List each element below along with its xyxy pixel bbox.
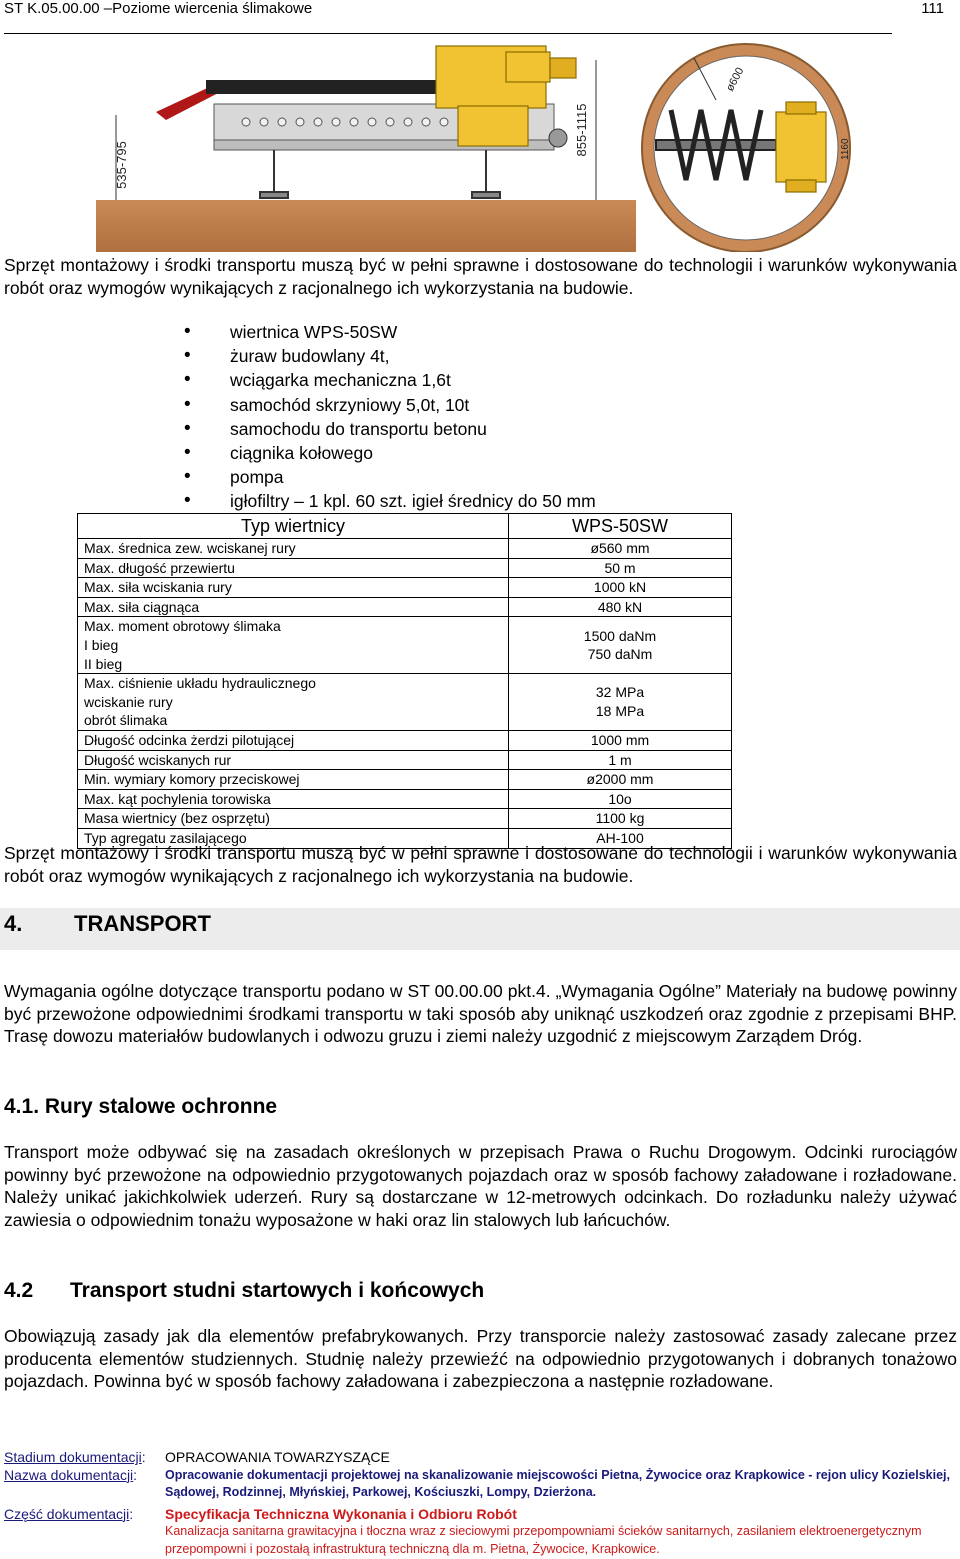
dim-diag-label: ø600 xyxy=(724,65,747,94)
footer-row-name: Nazwa dokumentacji: Opracowanie dokumentacji projektowej na skanalizowanie miejscowości Pietna, Żywocice oraz Krapkowice - rejon ulicy Kozielskiej, Sądowej, Rodzinnej, Młyńskiej, Parkowej, Kościuszki, Lompy, Dzierżona. xyxy=(4,1467,956,1502)
section-number: 4.2 xyxy=(4,1279,34,1302)
table-row xyxy=(78,617,732,674)
table-cell: Masa wiertnicy (bez osprzętu) xyxy=(78,809,509,829)
footer-name-value: Opracowanie dokumentacji projektowej na skanalizowanie miejscowości Pietna, Żywocice oraz Krapkowice - rejon ulicy Kozielskiej, Sądowej, Rodzinnej, Młyńskiej, Parkowej, Kościuszki, Lompy, Dzierżona. xyxy=(165,1467,950,1500)
list-item: • wiertnica WPS-50SW xyxy=(184,320,596,344)
list-item: • żuraw budowlany 4t, xyxy=(184,344,596,368)
table-row xyxy=(78,597,732,617)
table-cell: Max. siła wciskania rury xyxy=(78,578,509,598)
auger-head xyxy=(776,102,826,192)
footer-name-label: Nazwa dokumentacji xyxy=(4,1466,134,1483)
spec-table xyxy=(77,513,732,849)
table-cell: Max. kąt pochylenia torowiska xyxy=(78,789,509,809)
torque-gear2-label: II bieg xyxy=(84,655,123,672)
table-cell: 1000 kN xyxy=(509,578,732,598)
torque-gear1-label: I bieg xyxy=(84,636,119,653)
table-row xyxy=(78,750,732,770)
dim-small-label: 1160 xyxy=(840,138,851,160)
table-row xyxy=(78,730,732,750)
footer-part-title: Specyfikacja Techniczna Wykonania i Odbioru Robót xyxy=(165,1505,517,1522)
dim-right-label: 855-1115 xyxy=(574,103,589,157)
table-cell: Max. siła ciągnąca xyxy=(78,597,509,617)
table-row xyxy=(78,674,732,731)
table-row xyxy=(78,789,732,809)
table-cell: ø560 mm xyxy=(509,539,732,559)
table-cell: Typ agregatu zasilającego xyxy=(78,828,509,848)
pressure-push-label: wciskanie rury xyxy=(84,693,173,710)
table-row xyxy=(78,809,732,829)
table-cell: ø2000 mm xyxy=(509,770,732,790)
table-cell xyxy=(78,617,509,674)
pressure-label: Max. ciśnienie układu hydraulicznego xyxy=(84,675,316,692)
table-cell xyxy=(78,674,509,731)
table-row xyxy=(78,558,732,578)
table-cell: 1 m xyxy=(509,750,732,770)
document-footer xyxy=(4,1449,956,1559)
list-item: • ciągnika kołowego xyxy=(184,441,596,465)
section-4-1-paragraph: Transport może odbywać się na zasadach określonych w przepisach Prawa o Ruchu Drogowym. Odcinki rurociągów powinny być przewożone na odpowiednio przygotowanych pojazdach oraz w sposób fachowy załadowane i rozładowane. Należy unikać jakichkolwiek uderzeń. Rury są dostarczane w 12-metrowych odcinkach. Do rozładunku należy używać zawiesia o odpowiednim tonażu wyposażone w haki oraz lin stalowych lub łańcuchów. xyxy=(4,1142,957,1230)
table-header-row xyxy=(78,514,732,539)
header-title: ST K.05.00.00 –Poziome wiercenia ślimakowe xyxy=(4,0,313,17)
table-cell: Długość odcinka żerdzi pilotującej xyxy=(78,730,509,750)
equipment-list xyxy=(184,320,596,514)
list-item: • igłofiltry – 1 kpl. 60 szt. igieł średnicy do 50 mm xyxy=(184,489,596,513)
table-cell: 480 kN xyxy=(509,597,732,617)
ground-soil xyxy=(96,200,636,252)
torque-gear1-value: 1500 daNm xyxy=(583,627,657,644)
table-header-cell: Typ wiertnicy xyxy=(78,514,509,539)
section-title: TRANSPORT xyxy=(74,911,211,936)
list-item: • pompa xyxy=(184,465,596,489)
table-cell xyxy=(509,617,732,674)
table-row xyxy=(78,539,732,559)
pressure-push-value: 32 MPa xyxy=(595,684,645,701)
table-cell: AH-100 xyxy=(509,828,732,848)
table-cell: Długość wciskanych rur xyxy=(78,750,509,770)
table-cell: 1000 mm xyxy=(509,730,732,750)
table-header-cell: WPS-50SW xyxy=(509,514,732,539)
after-table-paragraph: Sprzęt montażowy i środki transportu muszą być w pełni sprawne i dostosowane do technologii i warunków wykonywania robót oraz wymogów wynikających z racjonalnego ich wykorzystania na budowie. xyxy=(4,843,957,886)
table-cell: 50 m xyxy=(509,558,732,578)
pressure-rotation-label: obrót ślimaka xyxy=(84,712,168,729)
section-title: Transport studni startowych i końcowych xyxy=(70,1279,485,1302)
footer-part-description: Kanalizacja sanitarna grawitacyjna i tłoczna wraz z sieciowymi przepompowniami ścieków sanitarnych, zasilaniem elektroenergetycznym przepompowni i pozostałą infrastrukturą techniczną dla m. Pietna, Żywocice, Krapkowice. xyxy=(165,1524,922,1556)
footer-row-part: Część dokumentacji: Specyfikacja Techniczna Wykonania i Odbioru Robót Kanalizacja sanitarna grawitacyjna i tłoczna wraz z sieciowymi przepompowniami ścieków sanitarnych, zasilaniem elektroenergetycznym przepompowni i pozostałą infrastrukturą techniczną dla m. Pietna, Żywocice, Krapkowice. xyxy=(4,1506,956,1559)
pressure-rotation-value: 18 MPa xyxy=(595,703,645,720)
torque-gear2-value: 750 daNm xyxy=(587,646,653,663)
footer-part-label: Część dokumentacji xyxy=(4,1505,130,1522)
section-4-2-heading xyxy=(4,1279,484,1303)
table-cell: Max. długość przewiertu xyxy=(78,558,509,578)
table-row xyxy=(78,578,732,598)
table-cell: Min. wymiary komory przeciskowej xyxy=(78,770,509,790)
section-number: 4. xyxy=(4,911,23,936)
section-4-paragraph: Wymagania ogólne dotyczące transportu podano w ST 00.00.00 pkt.4. „Wymagania Ogólne” Materiały na budowę powinny być przewożone odpowiednimi środkami transportu w taki sposób aby uniknąć uszkodzeń oraz zgodnie z przepisami BHP. Trasę dowozu materiałów budowlanych i odwozu gruzu i ziemi należy uzgodnić z miejscowym Zarządem Dróg. xyxy=(4,981,957,1046)
footer-stage-label: Stadium dokumentacji xyxy=(4,1449,142,1465)
table-cell: 1100 kg xyxy=(509,809,732,829)
section-4-heading xyxy=(4,910,211,938)
table-cell: Max. średnica zew. wciskanej rury xyxy=(78,539,509,559)
section-4-1-heading: 4.1. Rury stalowe ochronne xyxy=(4,1095,278,1118)
table-cell: 10o xyxy=(509,789,732,809)
list-item: • samochodu do transportu betonu xyxy=(184,417,596,441)
footer-row-stage: Stadium dokumentacji: OPRACOWANIA TOWARZYSZĄCE xyxy=(4,1449,956,1467)
drilling-rig-illustration xyxy=(96,40,958,252)
header-rule xyxy=(4,33,892,34)
footer-stage-value: OPRACOWANIA TOWARZYSZĄCE xyxy=(165,1449,390,1465)
dim-left-label: 535-795 xyxy=(114,141,129,189)
section-4-2-paragraph: Obowiązują zasady jak dla elementów prefabrykowanych. Przy transporcie należy zastosować zasady zalecane przez producenta elementów studziennych. Studnię należy przewieźć na odpowiednio przygotowanych i dobranych tonażowo pojazdach. Powinna być w sposób fachowy załadowana i zabezpieczona a następnie rozładowane. xyxy=(4,1326,957,1391)
list-item: • samochód skrzyniowy 5,0t, 10t xyxy=(184,393,596,417)
torque-label: Max. moment obrotowy ślimaka xyxy=(84,618,281,635)
intro-paragraph: Sprzęt montażowy i środki transportu muszą być w pełni sprawne i dostosowane do technologii i warunków wykonywania robót oraz wymogów wynikających z racjonalnego ich wykorzystania na budowie. xyxy=(4,255,957,298)
page-number: 111 xyxy=(921,0,944,17)
list-item: • wciągarka mechaniczna 1,6t xyxy=(184,368,596,392)
table-cell xyxy=(509,674,732,731)
table-row xyxy=(78,770,732,790)
